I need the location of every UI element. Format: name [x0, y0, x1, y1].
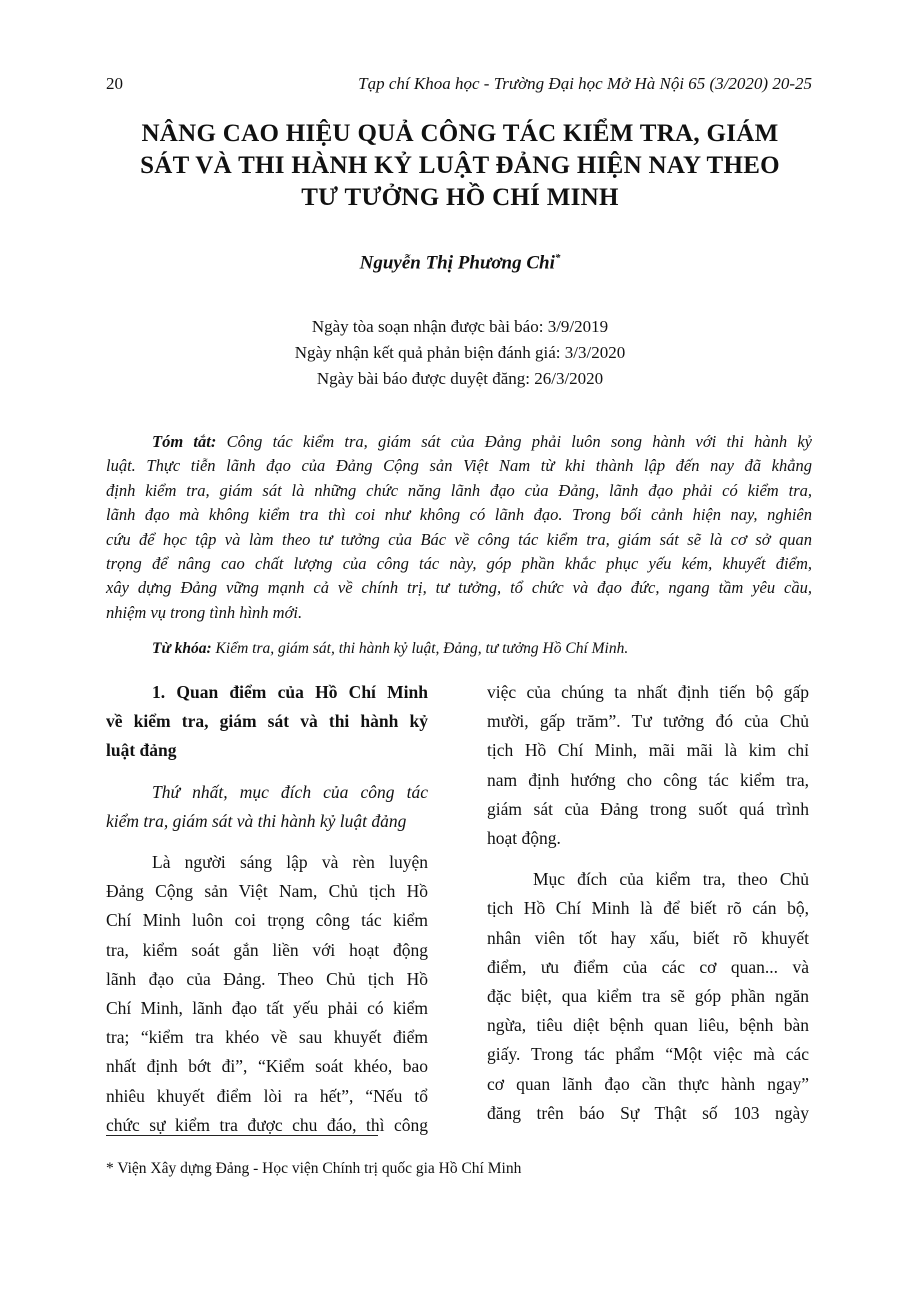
body-line: Chí Minh, lãnh đạo tất yếu phải có kiểm — [106, 998, 428, 1019]
body-line: hoạt động. — [487, 828, 561, 849]
right-column — [487, 678, 809, 1128]
abstract-line: luật. Thực tiễn lãnh đạo của Đảng Cộng sản Việt Nam từ khi thành lập đến nay đã khẳng — [106, 456, 812, 476]
heading-line: luật đảng — [106, 740, 177, 761]
author-name: Nguyễn Thị Phương Chi — [359, 252, 555, 274]
page-number: 20 — [106, 74, 123, 93]
body-line: Là người sáng lập và rèn luyện — [152, 852, 428, 873]
body-paragraph — [106, 848, 428, 1140]
footnote-rule — [106, 1135, 378, 1136]
body-line: nhất định bớt đi”, “Kiểm soát khéo, bao — [106, 1056, 428, 1077]
body-line: lãnh đạo của Đảng. Theo Chủ tịch Hồ — [106, 968, 428, 989]
abstract-line: lãnh đạo mà không kiểm tra thì coi như không có lãnh đạo. Trong bối cảnh hiện nay, nghiên — [106, 505, 812, 525]
title-line: TƯ TƯỞNG HỒ CHÍ MINH — [301, 184, 619, 211]
heading-line: 1. Quan điểm của Hồ Chí Minh — [152, 682, 428, 702]
author-footnote-mark: * — [554, 252, 561, 264]
heading-line: về kiểm tra, giám sát và thi hành kỷ — [106, 711, 428, 732]
body-line: nhiêu khuyết điểm lòi ra hết”, “Nếu tổ — [106, 1085, 428, 1106]
footnote-text: Viện Xây dựng Đảng - Học viện Chính trị quốc gia Hồ Chí Minh — [117, 1160, 522, 1177]
abstract-line: định kiểm tra, giám sát là những chức năng lãnh đạo của Đảng, lãnh đạo phải có kiểm tra, — [106, 480, 812, 500]
body-paragraph — [487, 678, 809, 853]
body-line: tra, kiểm soát gắn liền với hoạt động — [106, 939, 428, 960]
body-line: cơ quan lãnh đạo cần thực hành ngay” — [487, 1073, 809, 1094]
footnote-mark: * — [106, 1160, 114, 1177]
footnote — [106, 1160, 521, 1178]
title-line: SÁT VÀ THI HÀNH KỶ LUẬT ĐẢNG HIỆN NAY THEO — [140, 152, 780, 179]
body-line: nhân viên tốt hay xấu, biết rõ khuyết — [487, 927, 809, 948]
abstract-line: trọng để nâng cao chất lượng của công tác này, góp phần khắc phục yếu kém, khuyết điểm, — [106, 554, 812, 574]
author — [0, 252, 920, 274]
subheading-line: kiểm tra, giám sát và thi hành kỷ luật đảng — [106, 810, 407, 831]
abstract-line: nhiệm vụ trong tình hình mới. — [106, 602, 303, 622]
section-heading — [106, 678, 428, 766]
date-accepted: Ngày bài báo được duyệt đăng: 26/3/2020 — [316, 369, 604, 388]
subheading-line: Thứ nhất, mục đích của công tác — [152, 781, 428, 802]
body-line: tịch Hồ Chí Minh là để biết rõ cán bộ, — [487, 898, 809, 919]
section-subheading — [106, 778, 428, 836]
body-line: việc của chúng ta nhất định tiến bộ gấp — [487, 682, 809, 702]
abstract-line — [106, 430, 812, 454]
body-line: nam định hướng cho công tác kiểm tra, — [487, 769, 809, 790]
body-line: Đảng Cộng sản Việt Nam, Chủ tịch Hồ — [106, 881, 428, 902]
left-column — [106, 678, 428, 1140]
body-line: ngừa, tiêu diệt bệnh quan liêu, bệnh bàn — [487, 1015, 809, 1036]
body-line: điểm, ưu điểm của các cơ quan... và — [487, 956, 809, 977]
body-line: Chí Minh luôn coi trọng công tác kiểm — [106, 910, 428, 931]
body-line: chức sự kiểm tra được chu đáo, thì công — [106, 1114, 428, 1135]
abstract-text: Công tác kiểm tra, giám sát của Đảng phải luôn song hành với thi hành kỷ — [226, 432, 813, 451]
abstract-line: cứu để học tập và làm theo tư tưởng của Bác về công tác kiểm tra, giám sát sẽ là cơ sở quan — [106, 529, 812, 549]
keywords-label: Từ khóa: — [152, 640, 212, 657]
abstract-label: Tóm tắt: — [152, 432, 217, 451]
keywords-text: Kiểm tra, giám sát, thi hành kỷ luật, Đảng, tư tưởng Hồ Chí Minh. — [215, 640, 629, 657]
date-received: Ngày tòa soạn nhận được bài báo: 3/9/2019 — [311, 317, 609, 336]
body-line: giám sát của Đảng trong suốt quá trình — [487, 798, 809, 819]
body-line: đặc biệt, qua kiểm tra sẽ góp phần ngăn — [487, 986, 809, 1007]
body-line: tịch Hồ Chí Minh, mãi mãi là kim chỉ — [487, 740, 809, 761]
abstract — [106, 430, 812, 625]
body-line: giấy. Trong tác phẩm “Một việc mà các — [487, 1044, 809, 1065]
journal-header: Tạp chí Khoa học - Trường Đại học Mở Hà Nội 65 (3/2020) 20-25 — [358, 74, 812, 93]
date-reviewed: Ngày nhận kết quả phản biện đánh giá: 3/3/2020 — [294, 343, 626, 362]
article-dates — [0, 314, 920, 392]
abstract-line: xây dựng Đảng vững mạnh cả về chính trị, tư tưởng, tổ chức và đạo đức, ngang tầm yêu cầu, — [106, 578, 812, 598]
body-line: mười, gấp trăm”. Tư tưởng đó của Chủ — [487, 711, 809, 732]
body-line: Mục đích của kiểm tra, theo Chủ — [533, 869, 809, 890]
body-line: tra; “kiểm tra khéo về sau khuyết điểm — [106, 1027, 428, 1048]
keywords — [152, 640, 628, 658]
title-line: NÂNG CAO HIỆU QUẢ CÔNG TÁC KIỂM TRA, GIÁM — [141, 120, 779, 147]
body-line: đăng trên báo Sự Thật số 103 ngày — [487, 1102, 809, 1123]
article-title — [100, 118, 820, 214]
body-paragraph — [487, 865, 809, 1128]
